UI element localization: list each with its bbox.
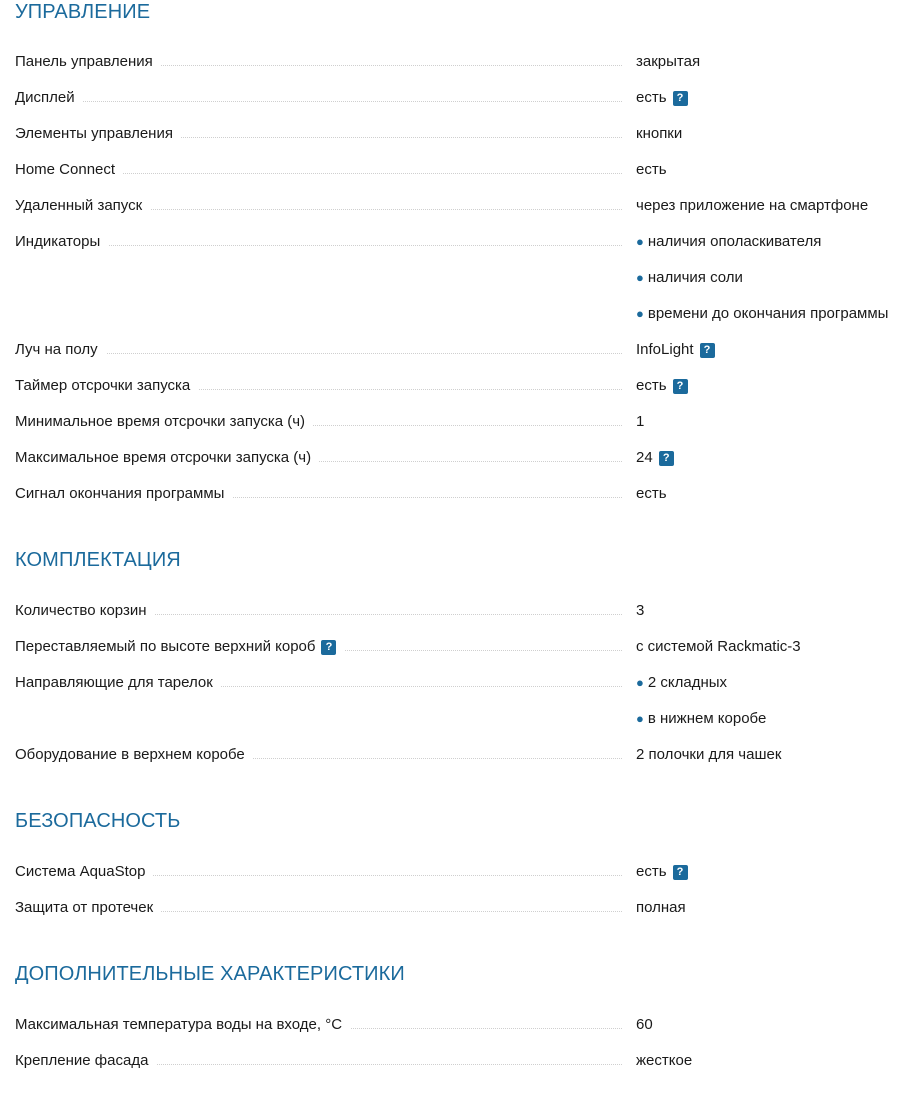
spec-value bbox=[636, 376, 688, 396]
spec-label: Максимальная температура воды на входе, °C bbox=[15, 1015, 350, 1035]
spec-value: 1 bbox=[636, 413, 645, 430]
spec-label: Защита от протечек bbox=[15, 898, 161, 918]
spec-row bbox=[15, 448, 910, 484]
help-icon[interactable]: ? bbox=[659, 451, 674, 466]
spec-value-list-item bbox=[636, 304, 888, 324]
spec-value-text: есть bbox=[636, 863, 667, 880]
spec-value: полная bbox=[636, 899, 686, 916]
spec-row bbox=[15, 601, 910, 637]
spec-value bbox=[636, 88, 688, 108]
spec-label: Направляющие для тарелок bbox=[15, 673, 221, 693]
bullet-icon: ● bbox=[636, 270, 644, 285]
spec-row bbox=[15, 340, 910, 376]
spec-label: Панель управления bbox=[15, 52, 161, 72]
section-title-extra: ДОПОЛНИТЕЛЬНЫЕ ХАРАКТЕРИСТИКИ bbox=[15, 963, 405, 985]
section-title-safety: БЕЗОПАСНОСТЬ bbox=[15, 810, 181, 832]
spec-row bbox=[15, 1051, 910, 1087]
section-title-control: УПРАВЛЕНИЕ bbox=[15, 1, 151, 23]
spec-value: закрытая bbox=[636, 53, 701, 70]
spec-row bbox=[15, 52, 910, 88]
spec-label: Удаленный запуск bbox=[15, 196, 150, 216]
spec-value: жесткое bbox=[636, 1052, 693, 1069]
spec-label: Система AquaStop bbox=[15, 862, 153, 882]
spec-value: есть bbox=[636, 161, 667, 178]
spec-value: с системой Rackmatic-3 bbox=[636, 638, 801, 655]
spec-row bbox=[15, 196, 910, 232]
dotted-leader bbox=[15, 101, 622, 102]
spec-label bbox=[15, 637, 344, 657]
spec-row-continuation bbox=[15, 709, 910, 745]
spec-label: Минимальное время отсрочки запуска (ч) bbox=[15, 412, 313, 432]
spec-value-text: 2 складных bbox=[647, 674, 728, 691]
spec-row bbox=[15, 412, 910, 448]
spec-label: Крепление фасада bbox=[15, 1051, 156, 1071]
help-icon[interactable]: ? bbox=[673, 91, 688, 106]
spec-label: Максимальное время отсрочки запуска (ч) bbox=[15, 448, 319, 468]
bullet-icon: ● bbox=[636, 675, 644, 690]
spec-value-text: есть bbox=[636, 89, 667, 106]
spec-value-list-item bbox=[636, 709, 766, 729]
spec-value: 2 полочки для чашек bbox=[636, 746, 782, 763]
spec-label: Индикаторы bbox=[15, 232, 108, 252]
spec-row bbox=[15, 232, 910, 268]
help-icon[interactable]: ? bbox=[673, 865, 688, 880]
spec-row bbox=[15, 637, 910, 673]
spec-label: Home Connect bbox=[15, 160, 123, 180]
spec-value: кнопки bbox=[636, 125, 683, 142]
help-icon[interactable]: ? bbox=[321, 640, 336, 655]
spec-row bbox=[15, 898, 910, 934]
spec-value-text: времени до окончания программы bbox=[647, 305, 889, 322]
spec-value-list-item bbox=[636, 268, 743, 288]
spec-row bbox=[15, 376, 910, 412]
spec-row-continuation bbox=[15, 268, 910, 304]
spec-value-text: InfoLight bbox=[636, 341, 694, 358]
spec-row bbox=[15, 745, 910, 781]
spec-value: 3 bbox=[636, 602, 645, 619]
spec-value: через приложение на смартфоне bbox=[636, 197, 869, 214]
help-icon[interactable]: ? bbox=[673, 379, 688, 394]
spec-label: Сигнал окончания программы bbox=[15, 484, 232, 504]
spec-label: Оборудование в верхнем коробе bbox=[15, 745, 253, 765]
spec-row bbox=[15, 862, 910, 898]
spec-row bbox=[15, 160, 910, 196]
spec-row-continuation bbox=[15, 304, 910, 340]
help-icon[interactable]: ? bbox=[700, 343, 715, 358]
spec-row bbox=[15, 1015, 910, 1051]
spec-value bbox=[636, 340, 715, 360]
spec-row bbox=[15, 484, 910, 520]
spec-label: Луч на полу bbox=[15, 340, 106, 360]
spec-value bbox=[636, 862, 688, 882]
spec-value-text: наличия соли bbox=[647, 269, 743, 286]
spec-value-text: в нижнем коробе bbox=[647, 710, 767, 727]
spec-row bbox=[15, 124, 910, 160]
spec-row bbox=[15, 88, 910, 124]
spec-label: Таймер отсрочки запуска bbox=[15, 376, 198, 396]
spec-label: Количество корзин bbox=[15, 601, 155, 621]
spec-label-text: Переставляемый по высоте верхний короб bbox=[15, 638, 316, 655]
spec-value-text: 24 bbox=[636, 449, 653, 466]
spec-value bbox=[636, 448, 674, 468]
bullet-icon: ● bbox=[636, 711, 644, 726]
spec-label: Дисплей bbox=[15, 88, 83, 108]
spec-value: 60 bbox=[636, 1016, 653, 1033]
spec-value-text: наличия ополаскивателя bbox=[647, 233, 822, 250]
section-title-equipment: КОМПЛЕКТАЦИЯ bbox=[15, 549, 181, 571]
bullet-icon: ● bbox=[636, 234, 644, 249]
spec-row bbox=[15, 673, 910, 709]
spec-value-text: есть bbox=[636, 377, 667, 394]
dotted-leader bbox=[15, 353, 622, 354]
spec-value-list-item bbox=[636, 673, 727, 693]
spec-value-list-item bbox=[636, 232, 821, 252]
spec-label: Элементы управления bbox=[15, 124, 181, 144]
bullet-icon: ● bbox=[636, 306, 644, 321]
spec-value: есть bbox=[636, 485, 667, 502]
